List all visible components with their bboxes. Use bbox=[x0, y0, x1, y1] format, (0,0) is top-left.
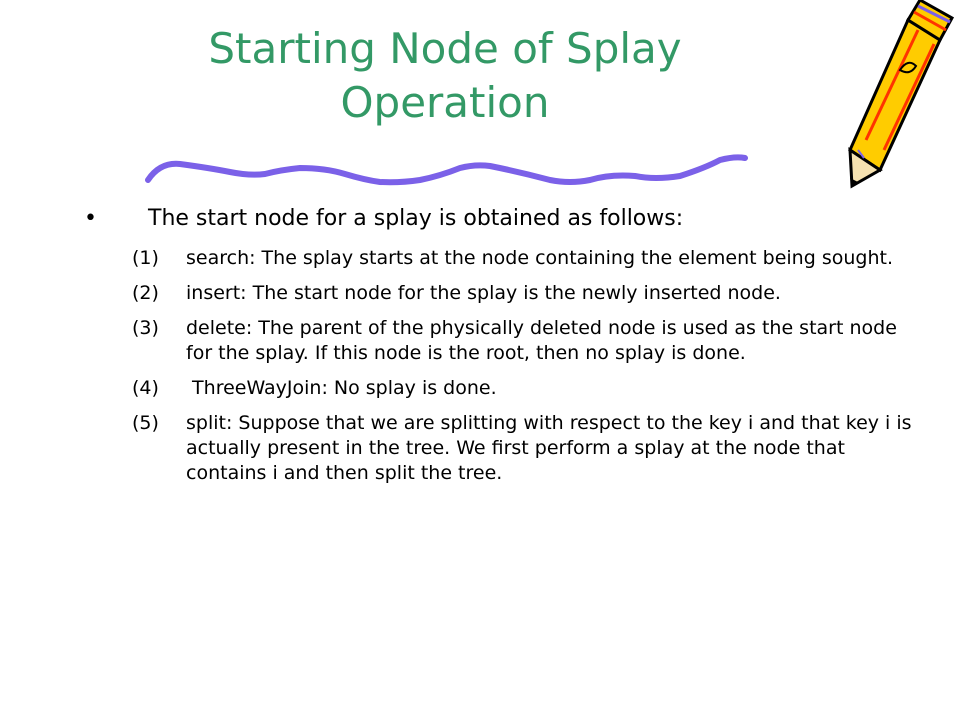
list-item-text: ThreeWayJoin: No splay is done. bbox=[186, 377, 497, 399]
list-item bbox=[132, 316, 912, 366]
list-item-number: (3) bbox=[132, 317, 159, 339]
pencil-icon bbox=[838, 0, 960, 190]
list-item bbox=[132, 281, 912, 306]
list-item-number: (5) bbox=[132, 412, 159, 434]
list-item-number: (1) bbox=[132, 247, 159, 269]
list-item-text: split: Suppose that we are splitting with respect to the key i and that key i is actually present in the tree. We first perform a splay at the node that contains i and then split the tree. bbox=[186, 412, 912, 484]
list-item bbox=[132, 246, 912, 271]
list-item-number: (4) bbox=[132, 377, 159, 399]
squiggle-line bbox=[140, 150, 750, 190]
list-item-text: delete: The parent of the physically deleted node is used as the start node for the splay. If this node is the root, then no splay is done. bbox=[186, 317, 897, 364]
bullet-dot: • bbox=[84, 206, 97, 231]
slide-title bbox=[100, 22, 790, 130]
slide-title-line2: Operation bbox=[340, 78, 550, 127]
list-item bbox=[132, 376, 912, 401]
list-item-text: insert: The start node for the splay is the newly inserted node. bbox=[186, 282, 781, 304]
bullet-text: The start node for a splay is obtained as follows: bbox=[148, 206, 684, 231]
list-item-text: search: The splay starts at the node containing the element being sought. bbox=[186, 247, 893, 269]
numbered-list bbox=[132, 246, 912, 496]
slide-title-line1: Starting Node of Splay bbox=[208, 24, 682, 73]
list-item-number: (2) bbox=[132, 282, 159, 304]
list-item bbox=[132, 411, 912, 486]
